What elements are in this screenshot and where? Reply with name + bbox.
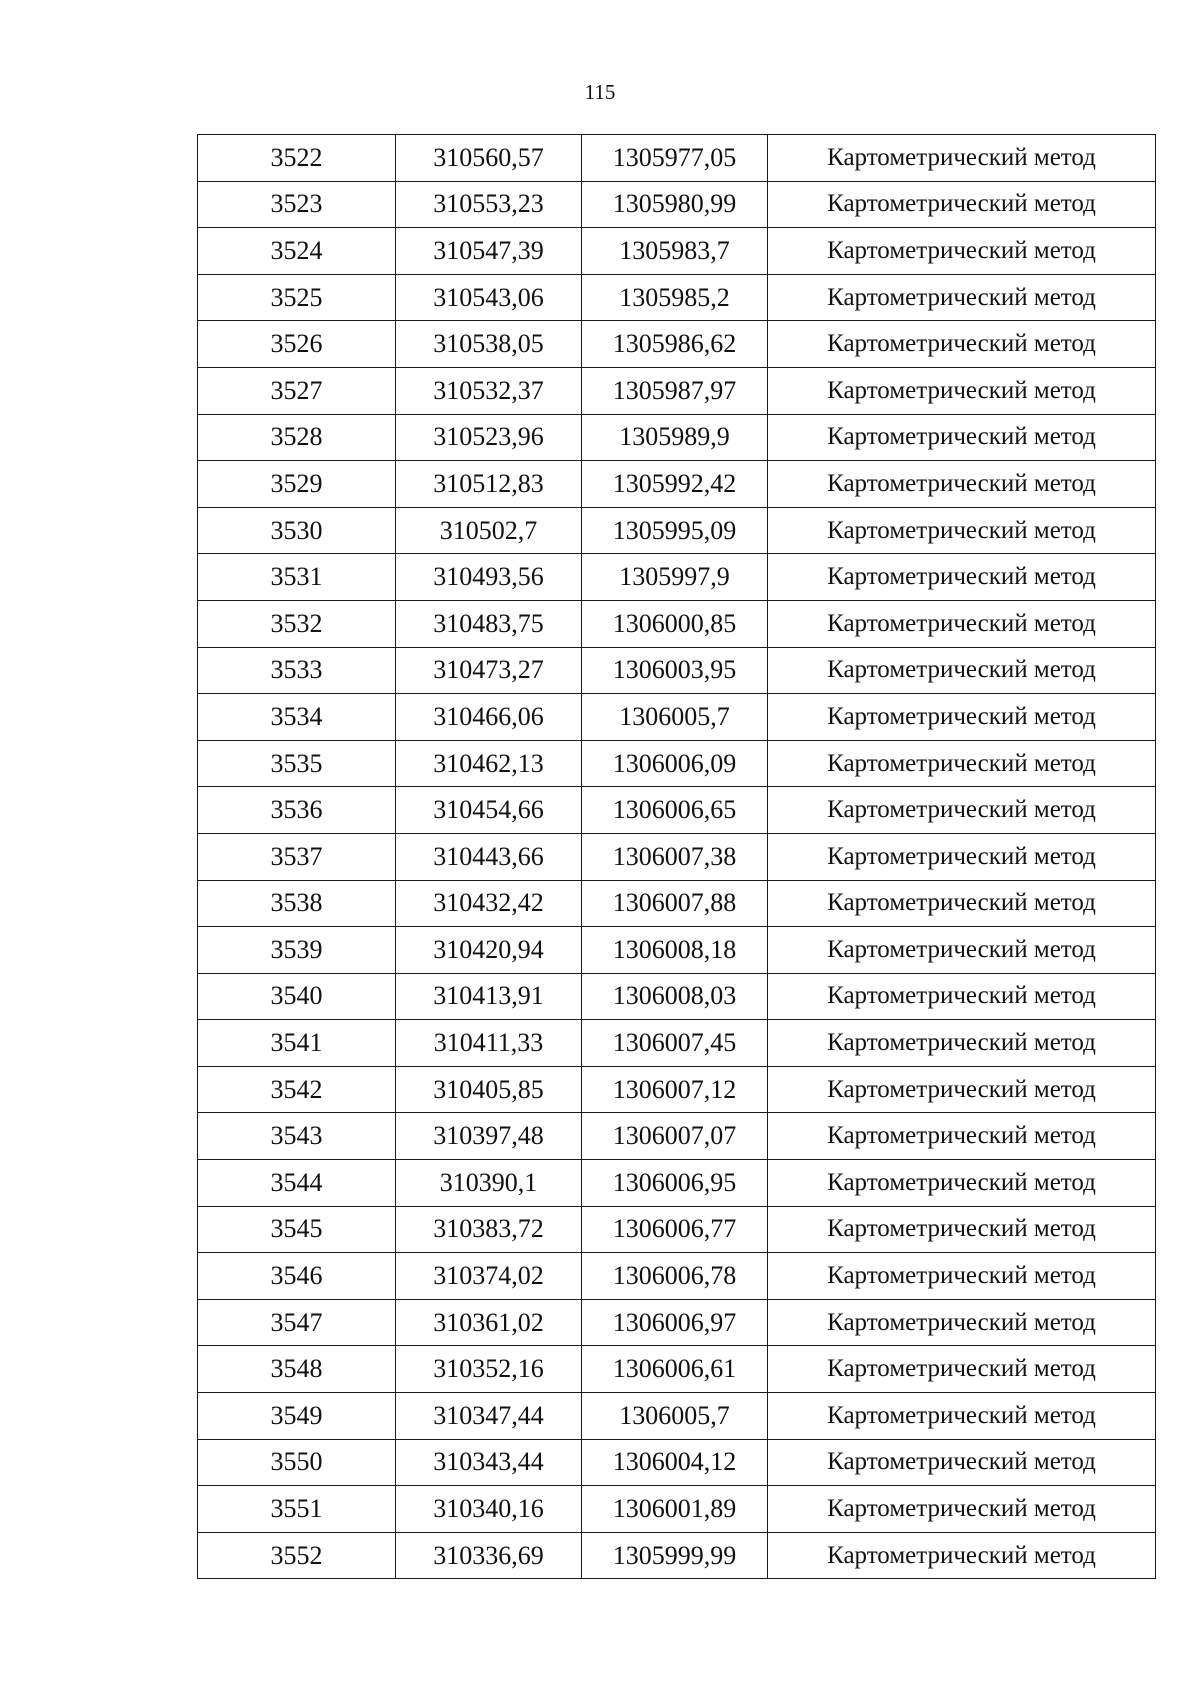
x-coordinate-cell: 310413,91 <box>396 973 582 1020</box>
y-coordinate-cell: 1306004,12 <box>582 1439 768 1486</box>
point-number-cell: 3529 <box>198 461 396 508</box>
method-cell: Картометрический метод <box>768 1066 1156 1113</box>
table-row <box>198 274 1156 321</box>
table-row <box>198 1253 1156 1300</box>
point-number-cell: 3525 <box>198 274 396 321</box>
method-cell: Картометрический метод <box>768 274 1156 321</box>
coordinates-table-body <box>198 135 1156 1579</box>
point-number-cell: 3523 <box>198 181 396 228</box>
method-cell: Картометрический метод <box>768 1393 1156 1440</box>
point-number-cell: 3552 <box>198 1532 396 1579</box>
x-coordinate-cell: 310483,75 <box>396 600 582 647</box>
x-coordinate-cell: 310523,96 <box>396 414 582 461</box>
method-cell: Картометрический метод <box>768 1113 1156 1160</box>
method-cell: Картометрический метод <box>768 647 1156 694</box>
method-cell: Картометрический метод <box>768 600 1156 647</box>
table-row <box>198 461 1156 508</box>
y-coordinate-cell: 1306006,78 <box>582 1253 768 1300</box>
y-coordinate-cell: 1306001,89 <box>582 1486 768 1533</box>
y-coordinate-cell: 1306006,65 <box>582 787 768 834</box>
y-coordinate-cell: 1305992,42 <box>582 461 768 508</box>
point-number-cell: 3537 <box>198 833 396 880</box>
point-number-cell: 3548 <box>198 1346 396 1393</box>
x-coordinate-cell: 310340,16 <box>396 1486 582 1533</box>
x-coordinate-cell: 310374,02 <box>396 1253 582 1300</box>
table-row <box>198 321 1156 368</box>
table-row <box>198 414 1156 461</box>
y-coordinate-cell: 1306007,45 <box>582 1020 768 1067</box>
y-coordinate-cell: 1306008,18 <box>582 927 768 974</box>
point-number-cell: 3538 <box>198 880 396 927</box>
point-number-cell: 3546 <box>198 1253 396 1300</box>
x-coordinate-cell: 310560,57 <box>396 135 582 182</box>
y-coordinate-cell: 1305995,09 <box>582 507 768 554</box>
table-row <box>198 554 1156 601</box>
table-row <box>198 833 1156 880</box>
table-row <box>198 1486 1156 1533</box>
y-coordinate-cell: 1306003,95 <box>582 647 768 694</box>
point-number-cell: 3550 <box>198 1439 396 1486</box>
y-coordinate-cell: 1306006,77 <box>582 1206 768 1253</box>
point-number-cell: 3541 <box>198 1020 396 1067</box>
table-row <box>198 1020 1156 1067</box>
y-coordinate-cell: 1306006,97 <box>582 1299 768 1346</box>
page-number: 115 <box>584 80 616 104</box>
y-coordinate-cell: 1306006,09 <box>582 740 768 787</box>
x-coordinate-cell: 310538,05 <box>396 321 582 368</box>
point-number-cell: 3543 <box>198 1113 396 1160</box>
table-row <box>198 647 1156 694</box>
method-cell: Картометрический метод <box>768 1439 1156 1486</box>
y-coordinate-cell: 1306005,7 <box>582 694 768 741</box>
method-cell: Картометрический метод <box>768 1486 1156 1533</box>
y-coordinate-cell: 1306006,61 <box>582 1346 768 1393</box>
y-coordinate-cell: 1305999,99 <box>582 1532 768 1579</box>
table-row <box>198 600 1156 647</box>
method-cell: Картометрический метод <box>768 787 1156 834</box>
x-coordinate-cell: 310547,39 <box>396 228 582 275</box>
x-coordinate-cell: 310383,72 <box>396 1206 582 1253</box>
table-row <box>198 228 1156 275</box>
x-coordinate-cell: 310532,37 <box>396 367 582 414</box>
table-row <box>198 740 1156 787</box>
table-row <box>198 1346 1156 1393</box>
x-coordinate-cell: 310347,44 <box>396 1393 582 1440</box>
point-number-cell: 3530 <box>198 507 396 554</box>
point-number-cell: 3536 <box>198 787 396 834</box>
x-coordinate-cell: 310343,44 <box>396 1439 582 1486</box>
y-coordinate-cell: 1305980,99 <box>582 181 768 228</box>
method-cell: Картометрический метод <box>768 1299 1156 1346</box>
x-coordinate-cell: 310454,66 <box>396 787 582 834</box>
point-number-cell: 3549 <box>198 1393 396 1440</box>
method-cell: Картометрический метод <box>768 740 1156 787</box>
table-row <box>198 973 1156 1020</box>
y-coordinate-cell: 1305987,97 <box>582 367 768 414</box>
table-row <box>198 1532 1156 1579</box>
table-row <box>198 1066 1156 1113</box>
y-coordinate-cell: 1306008,03 <box>582 973 768 1020</box>
x-coordinate-cell: 310502,7 <box>396 507 582 554</box>
point-number-cell: 3547 <box>198 1299 396 1346</box>
x-coordinate-cell: 310336,69 <box>396 1532 582 1579</box>
y-coordinate-cell: 1306007,12 <box>582 1066 768 1113</box>
method-cell: Картометрический метод <box>768 694 1156 741</box>
method-cell: Картометрический метод <box>768 414 1156 461</box>
table-row <box>198 1206 1156 1253</box>
table-row <box>198 1160 1156 1207</box>
point-number-cell: 3535 <box>198 740 396 787</box>
table-row <box>198 1439 1156 1486</box>
point-number-cell: 3526 <box>198 321 396 368</box>
table-row <box>198 367 1156 414</box>
method-cell: Картометрический метод <box>768 833 1156 880</box>
y-coordinate-cell: 1306006,95 <box>582 1160 768 1207</box>
point-number-cell: 3551 <box>198 1486 396 1533</box>
x-coordinate-cell: 310466,06 <box>396 694 582 741</box>
table-row <box>198 694 1156 741</box>
method-cell: Картометрический метод <box>768 554 1156 601</box>
point-number-cell: 3540 <box>198 973 396 1020</box>
point-number-cell: 3531 <box>198 554 396 601</box>
x-coordinate-cell: 310390,1 <box>396 1160 582 1207</box>
table-row <box>198 927 1156 974</box>
point-number-cell: 3532 <box>198 600 396 647</box>
y-coordinate-cell: 1306005,7 <box>582 1393 768 1440</box>
x-coordinate-cell: 310432,42 <box>396 880 582 927</box>
x-coordinate-cell: 310543,06 <box>396 274 582 321</box>
coordinates-table <box>197 134 1156 1579</box>
point-number-cell: 3524 <box>198 228 396 275</box>
x-coordinate-cell: 310553,23 <box>396 181 582 228</box>
point-number-cell: 3542 <box>198 1066 396 1113</box>
table-row <box>198 1393 1156 1440</box>
point-number-cell: 3534 <box>198 694 396 741</box>
x-coordinate-cell: 310405,85 <box>396 1066 582 1113</box>
table-row <box>198 181 1156 228</box>
method-cell: Картометрический метод <box>768 367 1156 414</box>
point-number-cell: 3533 <box>198 647 396 694</box>
method-cell: Картометрический метод <box>768 507 1156 554</box>
method-cell: Картометрический метод <box>768 1346 1156 1393</box>
x-coordinate-cell: 310443,66 <box>396 833 582 880</box>
x-coordinate-cell: 310397,48 <box>396 1113 582 1160</box>
method-cell: Картометрический метод <box>768 880 1156 927</box>
method-cell: Картометрический метод <box>768 228 1156 275</box>
method-cell: Картометрический метод <box>768 1020 1156 1067</box>
y-coordinate-cell: 1305983,7 <box>582 228 768 275</box>
y-coordinate-cell: 1305989,9 <box>582 414 768 461</box>
x-coordinate-cell: 310512,83 <box>396 461 582 508</box>
point-number-cell: 3527 <box>198 367 396 414</box>
method-cell: Картометрический метод <box>768 927 1156 974</box>
x-coordinate-cell: 310352,16 <box>396 1346 582 1393</box>
x-coordinate-cell: 310493,56 <box>396 554 582 601</box>
x-coordinate-cell: 310411,33 <box>396 1020 582 1067</box>
table-row <box>198 1299 1156 1346</box>
table-row <box>198 880 1156 927</box>
method-cell: Картометрический метод <box>768 1253 1156 1300</box>
y-coordinate-cell: 1305986,62 <box>582 321 768 368</box>
point-number-cell: 3539 <box>198 927 396 974</box>
y-coordinate-cell: 1305977,05 <box>582 135 768 182</box>
method-cell: Картометрический метод <box>768 461 1156 508</box>
point-number-cell: 3528 <box>198 414 396 461</box>
y-coordinate-cell: 1306007,07 <box>582 1113 768 1160</box>
x-coordinate-cell: 310361,02 <box>396 1299 582 1346</box>
point-number-cell: 3522 <box>198 135 396 182</box>
method-cell: Картометрический метод <box>768 181 1156 228</box>
method-cell: Картометрический метод <box>768 321 1156 368</box>
y-coordinate-cell: 1306007,88 <box>582 880 768 927</box>
method-cell: Картометрический метод <box>768 135 1156 182</box>
table-row <box>198 787 1156 834</box>
method-cell: Картометрический метод <box>768 973 1156 1020</box>
point-number-cell: 3544 <box>198 1160 396 1207</box>
y-coordinate-cell: 1305985,2 <box>582 274 768 321</box>
method-cell: Картометрический метод <box>768 1160 1156 1207</box>
y-coordinate-cell: 1305997,9 <box>582 554 768 601</box>
y-coordinate-cell: 1306007,38 <box>582 833 768 880</box>
point-number-cell: 3545 <box>198 1206 396 1253</box>
table-row <box>198 507 1156 554</box>
table-row <box>198 135 1156 182</box>
x-coordinate-cell: 310420,94 <box>396 927 582 974</box>
method-cell: Картометрический метод <box>768 1532 1156 1579</box>
y-coordinate-cell: 1306000,85 <box>582 600 768 647</box>
x-coordinate-cell: 310473,27 <box>396 647 582 694</box>
method-cell: Картометрический метод <box>768 1206 1156 1253</box>
x-coordinate-cell: 310462,13 <box>396 740 582 787</box>
table-row <box>198 1113 1156 1160</box>
